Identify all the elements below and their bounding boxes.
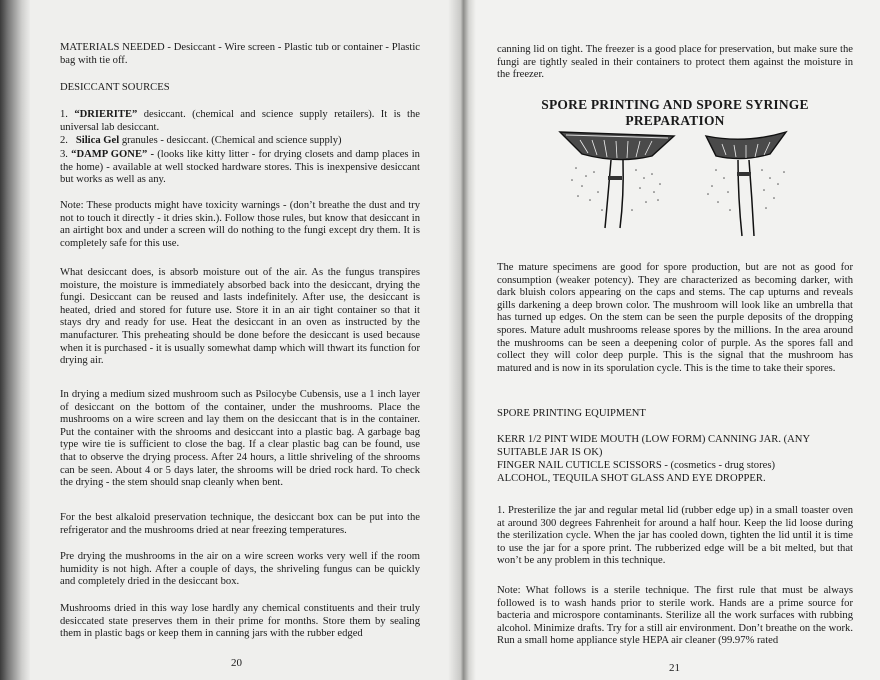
mushroom-right — [706, 132, 786, 236]
equipment-item-jar: KERR 1/2 PINT WIDE MOUTH (LOW FORM) CANNING JAR. (ANY SUITABLE JAR IS OK) — [497, 434, 810, 458]
materials-needed: MATERIALS NEEDED - Desiccant - Wire screen - Plastic tub or container - Plastic bag with tie off. — [60, 42, 420, 66]
page-number-left: 20 — [231, 657, 242, 669]
book-gutter — [448, 0, 476, 680]
equipment-title: SPORE PRINTING EQUIPMENT — [497, 408, 646, 419]
paragraph-freezer-continuation: canning lid on tight. The freezer is a good place for preservation, but make sure the fungi are tightly sealed in their containers to protect them against the moisture in the freezer. — [497, 44, 853, 81]
paragraph-step-1-presterilize: 1. Presterilize the jar and regular metal lid (rubber edge up) in a small toaster oven at around 300 degrees Fahrenheit for around a half hour. Keep the lid loose during the sterilization cycle. When the jar has cooled down, tighten the lid until it is time to use the jar for a spore print. The rubberized edge will be a bit melted, but that won’t be any problem in this technique. — [497, 505, 853, 567]
source-name-silica-gel: Silica Gel — [75, 135, 120, 146]
equipment-item-alcohol: ALCOHOL, TEQUILA SHOT GLASS AND EYE DROPPER. — [497, 473, 766, 484]
book-edge-shadow — [0, 0, 30, 680]
paragraph-mature-specimens: The mature specimens are good for spore production, but are not as good for consumption (weaker potency). They are characterized as becoming darker, with dark bluish colors appearing on the caps and stems. The cap upturns and reveals gills darkening a deep brown color. The mushroom will look like an umbrella that has turned up edges. On the stem can be seen the purple deposits of the dropping spores. Mature adult mushrooms release spores by the millions. In the area around the mushrooms can be seen a deepening color of purple. As the spores fall and collect they will color deep purple. This is the signal that the mushroom has matured and is now in its sporulation cycle. This is the time to take their spores. — [497, 262, 853, 374]
page-number-right: 21 — [669, 662, 680, 674]
paragraph-sterile-note: Note: What follows is a sterile technique. The first rule that must be always followed is to wash hands prior to sterile work. Hands are a prime source for bacteria and microspore contaminants. Sterilize all the work surfaces with rubbing alcohol. Minimize drafts. Try for a still air environment. Don’t breathe on the work. Run a small home appliance style HEPA air cleaner (99.97% rated — [497, 585, 853, 647]
toxicity-note: Note: These products might have toxicity warnings - (don’t breathe the dust and try not to touch it directly - it dries skin.). Follow those rules, but know that desiccant in an airtight box and under a screen will do nothing to the fungi except dry them. It is completely safe for this use. — [60, 200, 420, 249]
paragraph-what-desiccant-does: What desiccant does, is absorb moisture out of the air. As the fungus transpires moisture, the moisture is immediately absorbed back into the desiccant, drying the fungi. Desiccant can be reused and lasts indefinitely. After use, the desiccant is heated, dried and stored for future use. Store it in an air tight container so that it stays dry and ready for use. Heat the desiccant in an oven as instructed by the manufacturer. This preheating should be done before the desiccant is used because when it is purchased - it is usually somewhat damp which will thwart its function for drying air. — [60, 267, 420, 367]
section-heading-spore-printing: SPORE PRINTING AND SPORE SYRINGE PREPARATION — [541, 97, 809, 128]
equipment-item-scissors: FINGER NAIL CUTICLE SCISSORS - (cosmetics - drug stores) — [497, 460, 775, 471]
mushroom-left — [560, 132, 674, 228]
paragraph-drying-process: In drying a medium sized mushroom such as Psilocybe Cubensis, use a 1 inch layer of desiccant on the bottom of the container, under the mushrooms. Place the mushrooms on a wire screen and lay them on the desiccant that is in the container. Put the container with the shrooms and desiccant into a plastic bag. A garbage bag type wire tie is sufficient to close the bag. If a clear plastic bag can be found, use that to observe the drying process. After 24 hours, a little shriveling of the shrooms can be seen. About 4 or 5 days later, the shrooms will be dried rock hard. To check the drying - the stem should snap cleanly when bent. — [60, 389, 420, 489]
paragraph-dried-storage: Mushrooms dried in this way lose hardly any chemical constituents and their truly desiccated state preserves them in their prime for months. Store them by sealing them in plastic bags or keep them in canning jars with the rubber edged — [60, 603, 420, 640]
paragraph-alkaloid-preservation: For the best alkaloid preservation technique, the desiccant box can be put into the refrigerator and the mushrooms dried at near freezing temperatures. — [60, 512, 420, 536]
source-item-drierite: 1. “DRIERITE” desiccant. (chemical and science supply retailers). It is the universal lab desiccant. — [60, 109, 420, 133]
source-name-damp-gone: “DAMP GONE” - — [71, 149, 155, 160]
source-item-damp-gone: 3. “DAMP GONE” - (looks like kitty litter - for drying closets and damp places in the home) - available at well stocked hardware stores. This is inexpensive desiccant but works as well as any. — [60, 149, 420, 186]
desiccant-sources-title: DESICCANT SOURCES — [60, 82, 170, 93]
mushroom-illustration-icon — [556, 126, 798, 250]
source-item-silica-gel: 2. Silica Gel granules - desiccant. (Chemical and science supply) — [60, 135, 342, 146]
paragraph-pre-drying: Pre drying the mushrooms in the air on a wire screen works very well if the room humidity is not high. After a couple of days, the shriveling fungus can be quickly and completely dried in the desiccant box. — [60, 551, 420, 588]
source-name-drierite: “DRIERITE” — [74, 109, 138, 120]
